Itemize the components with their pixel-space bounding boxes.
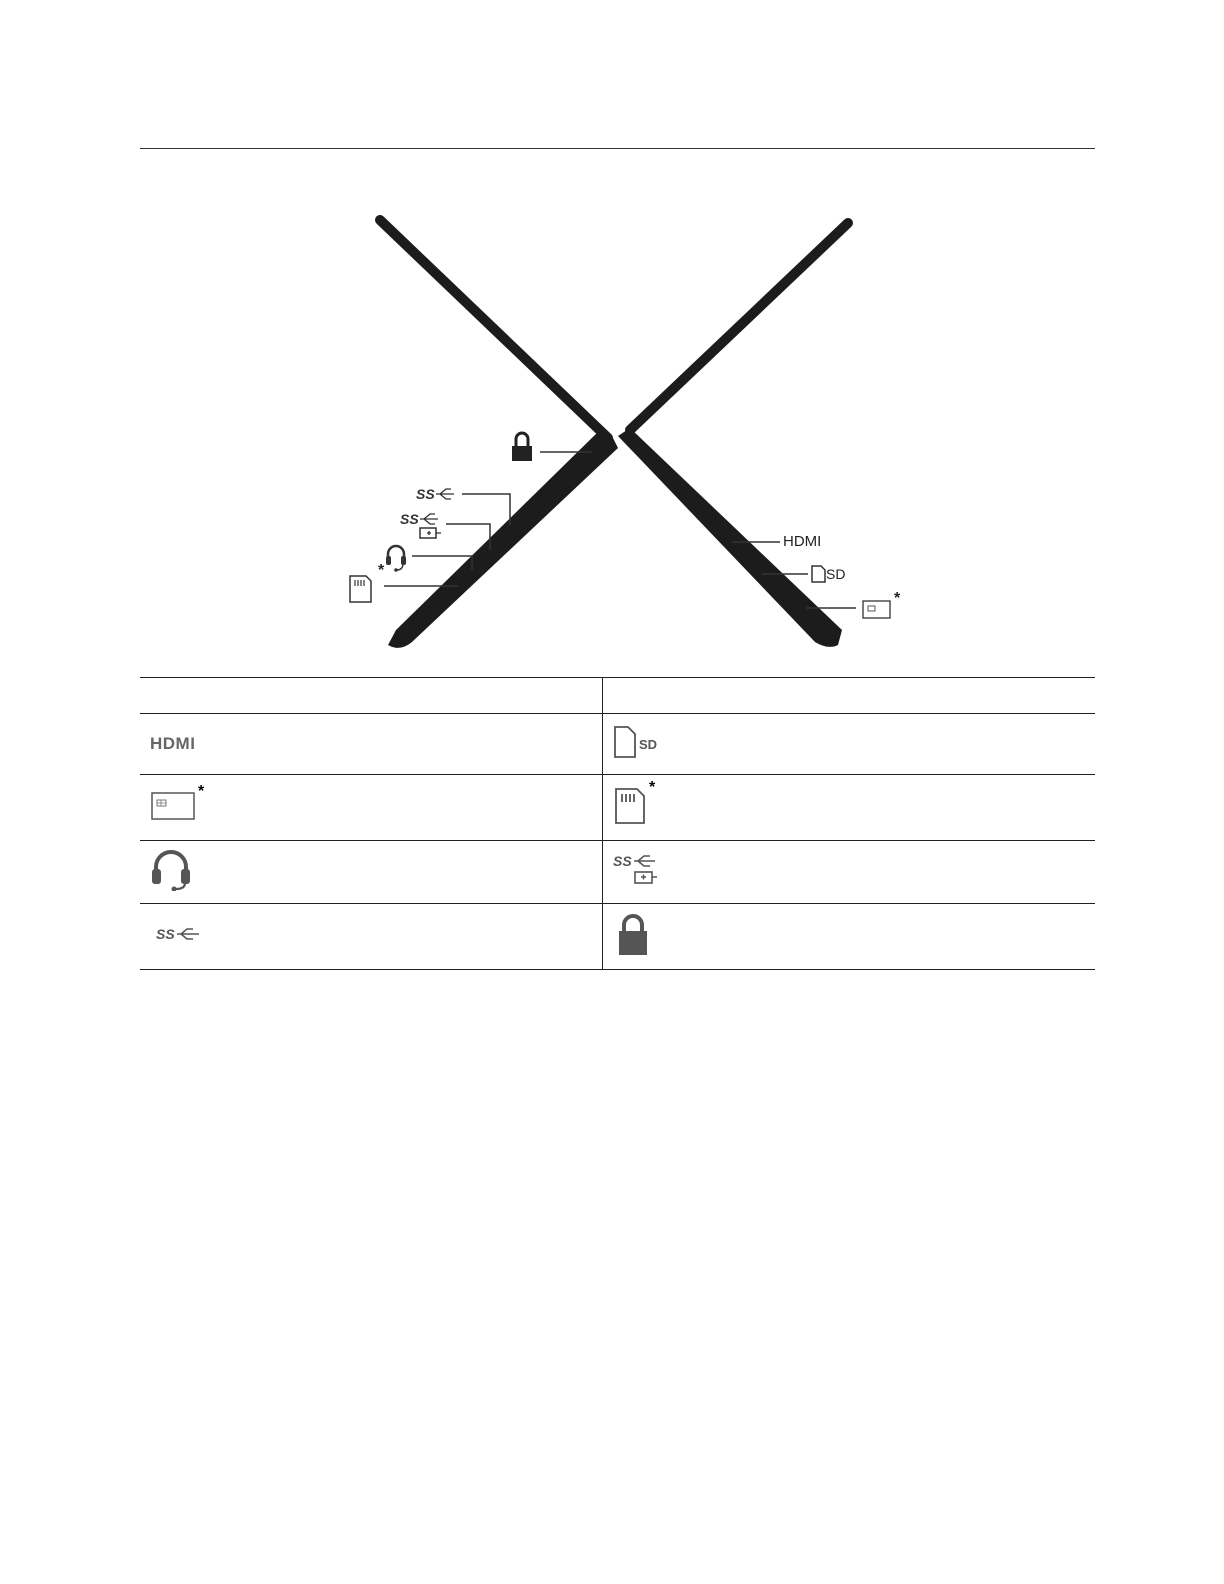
security-lock-icon [617,912,649,956]
table-cell [140,904,603,970]
smart-card-asterisk: * [894,590,901,607]
header-cell-left [140,678,603,714]
lock-icon [512,433,532,461]
table-row [140,714,1095,775]
hdmi-figure-label: HDMI [783,533,822,550]
ports-table [140,677,1095,970]
sd-figure-label: SD [826,566,846,582]
table-row [140,841,1095,904]
table-cell [140,841,603,904]
header-cell-right [603,678,1096,714]
usb-ss-icon [416,486,454,502]
right-laptop-screen [630,223,848,430]
top-rule [140,148,1095,149]
usb-ss-power-icon [400,511,441,538]
table-cell [603,841,1096,904]
left-laptop-base [388,430,618,648]
sd-icon-label: SD [639,736,658,752]
usb-ss-icon [156,924,202,944]
smart-card-icon [150,783,205,821]
usb-ss-power-icon [613,852,661,888]
sd-card-icon [812,566,825,582]
table-cell [140,714,603,775]
table-row [140,904,1095,970]
sim-asterisk: * [378,562,385,579]
laptop-side-views-figure [300,190,940,660]
sim-card-note: * [649,779,656,796]
svg-text:SS: SS [156,926,175,942]
headset-icon [386,546,406,572]
svg-text:SS: SS [613,852,632,869]
table-header-row [140,678,1095,714]
svg-text:SS: SS [400,511,419,527]
table-row [140,775,1095,841]
headset-icon [150,849,194,891]
left-laptop-screen [380,220,608,438]
laptop-illustration [300,190,940,660]
table-cell [603,775,1096,841]
hdmi-icon: HDMI [150,734,196,753]
smart-card-note: * [198,783,205,800]
svg-text:SS: SS [416,486,435,502]
sd-card-icon [613,725,657,759]
nano-sim-card-icon [613,779,656,825]
table-cell [603,904,1096,970]
table-cell [140,775,603,841]
nano-sim-card-icon [350,576,371,602]
table-cell [603,714,1096,775]
smart-card-icon [863,601,890,618]
usb-ss-callout-line [462,494,510,525]
